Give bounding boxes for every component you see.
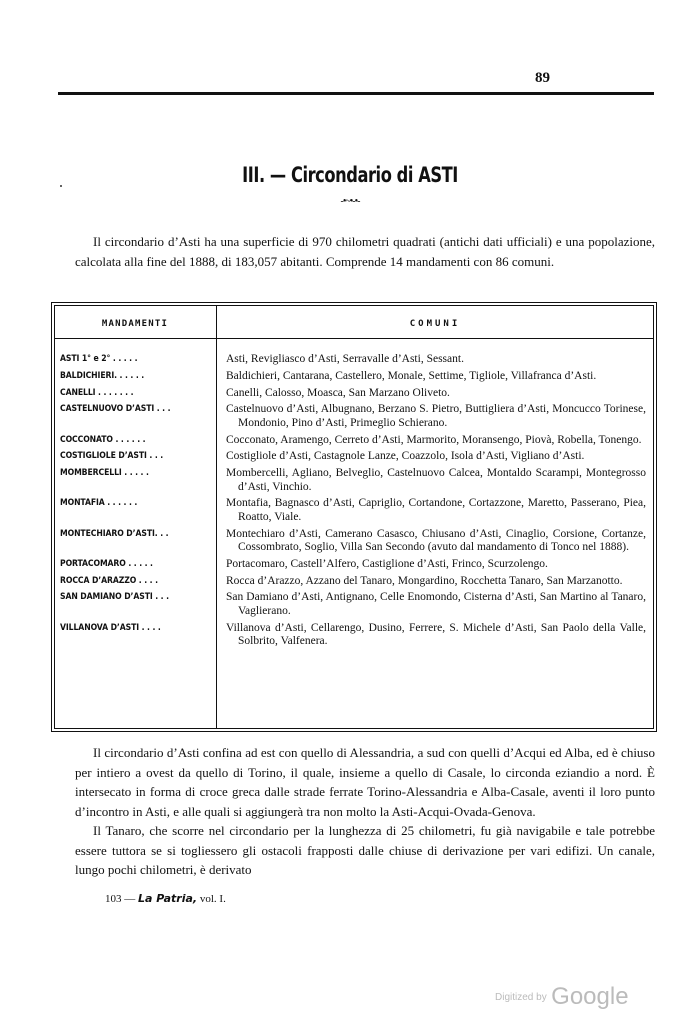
comuni-list: Rocca d’Arazzo, Azzano del Tanaro, Mongardino, Rocchetta Tanaro, San Marzanotto. — [226, 574, 623, 587]
watermark-digitized: Digitized by — [495, 992, 547, 1003]
mandamento-name: COCCONATO . . . . . . — [60, 434, 146, 445]
body-text — [75, 743, 655, 880]
table-row — [54, 467, 654, 494]
table-row — [54, 387, 654, 400]
mandamento-name: MONTAFIA . . . . . . — [60, 498, 138, 509]
comuni-list: Portacomaro, Castell’Alfero, Castiglione d’Asti, Frinco, Scurzolengo. — [226, 557, 548, 570]
comuni-list: Baldichieri, Cantarana, Castellero, Monale, Settime, Tigliole, Villafranca d’Asti. — [226, 369, 597, 382]
mandamento-name: SAN DAMIANO D’ASTI . . . — [60, 592, 169, 603]
comuni-list: Villanova d’Asti, Cellarengo, Dusino, Ferrere, S. Michele d’Asti, San Paolo della Valle, Solbrito, Valfenera. — [226, 621, 646, 647]
table-row — [54, 353, 654, 366]
header-rule — [58, 92, 654, 95]
table-row — [54, 434, 654, 447]
comuni-list: Asti, Revigliasco d’Asti, Serravalle d’Asti, Sessant. — [226, 353, 464, 365]
ornament: -•~•-•- — [340, 196, 360, 207]
footnote-prefix: 103 — — [105, 893, 136, 905]
comuni-list: Mombercelli, Agliano, Belveglio, Castelnuovo Calcea, Montaldo Scarampi, Montegrosso d’Asti, Vinchio. — [226, 467, 646, 493]
table-row — [54, 622, 654, 649]
watermark-google-logo: Google — [551, 983, 629, 1010]
mandamento-name: MONTECHIARO D’ASTI. . . — [60, 528, 169, 539]
footnote-title: La Patria, — [138, 892, 198, 905]
table-row — [54, 370, 654, 383]
comuni-list: Cocconato, Aramengo, Cerreto d’Asti, Marmorito, Moransengo, Piovà, Robella, Tonengo. — [226, 433, 642, 446]
body-paragraph-1: Il circondario d’Asti confina ad est con quello di Alessandria, a sud con quelli d’Acqui ed Alba, ed è chiuso per intiero a ovest da quello di Torino, il quale, insieme a quello di Casale, lo circonda eziandio a nord. È intersecato in forma di croce greca dalle strade ferrate Torino-Alessandria e Alba-Casale, aventi il loro punto d’incontro in Asti, e alle quali si aggiungerà tra non molto la Asti-Acqui-Ovada-Genova. — [75, 745, 655, 819]
comuni-list: Montafia, Bagnasco d’Asti, Capriglio, Cortandone, Cortazzone, Maretto, Passerano, Piea, Roatto, Viale. — [226, 497, 646, 523]
mandamento-name: COSTIGLIOLE D’ASTI . . . — [60, 451, 164, 462]
page-number: 89 — [535, 70, 550, 86]
google-watermark — [495, 983, 629, 1011]
mandamento-name: PORTACOMARO . . . . . — [60, 558, 153, 569]
body-paragraph-2: Il Tanaro, che scorre nel circondario per la lunghezza di 25 chilometri, fu già navigabile e tale potrebbe essere tuttora se si togliessero gli ostacoli frapposti dalle chiuse di derivazione per vari edifizi. Un canale, lungo pochi chilometri, è derivato — [75, 823, 655, 877]
intro-text: Il circondario d’Asti ha una superficie di 970 chilometri quadrati (antichi dati ufficiali) e una popolazione, calcolata alla fine del 1888, di 183,057 abitanti. Comprende 14 mandamenti con 86 comuni. — [75, 234, 655, 269]
header-mandamenti: MANDAMENTI — [101, 319, 169, 329]
header-comuni: COMUNI — [409, 319, 461, 329]
comuni-list: Castelnuovo d’Asti, Albugnano, Berzano S. Pietro, Buttigliera d’Asti, Moncucco Torinese, Mondonio, Pino d’Asti, Primeglio Schierano. — [226, 403, 646, 429]
mandamento-name: MOMBERCELLI . . . . . — [60, 468, 149, 479]
table-row — [54, 558, 654, 571]
mandamento-name: CANELLI . . . . . . . — [60, 387, 134, 398]
comuni-list: Canelli, Calosso, Moasca, San Marzano Oliveto. — [226, 386, 450, 399]
header-divider — [54, 338, 654, 339]
intro-paragraph — [75, 232, 655, 271]
comuni-list: Montechiaro d’Asti, Camerano Casasco, Chiusano d’Asti, Cinaglio, Corsione, Cortanze, Cossombrato, Soglio, Villa San Secondo (avuto dal mandamento di Tonco nel 1888). — [226, 527, 646, 553]
footnote-suffix: vol. I. — [199, 893, 226, 905]
table-row — [54, 403, 654, 430]
table-body — [54, 353, 654, 652]
mandamenti-table — [54, 305, 654, 729]
mandamento-name: VILLANOVA D’ASTI . . . . — [60, 622, 161, 633]
comuni-list: San Damiano d’Asti, Antignano, Celle Enomondo, Cisterna d’Asti, San Martino al Tanaro, Vaglierano. — [226, 591, 646, 617]
mandamento-name: BALDICHIERI. . . . . . — [60, 370, 145, 381]
table-row — [54, 575, 654, 588]
mandamento-name: ROCCA D’ARAZZO . . . . — [60, 575, 158, 586]
mandamento-name: CASTELNUOVO D’ASTI . . . — [60, 404, 171, 415]
comuni-list: Costigliole d’Asti, Castagnole Lanze, Coazzolo, Isola d’Asti, Vigliano d’Asti. — [226, 450, 585, 463]
mandamento-name: ASTI 1° e 2° . . . . . — [60, 354, 138, 364]
table-row — [54, 497, 654, 524]
footnote — [105, 892, 226, 905]
table-row — [54, 528, 654, 555]
chapter-title: III. — Circondario di ASTI — [242, 163, 458, 187]
table-row — [54, 450, 654, 463]
table-row — [54, 591, 654, 618]
